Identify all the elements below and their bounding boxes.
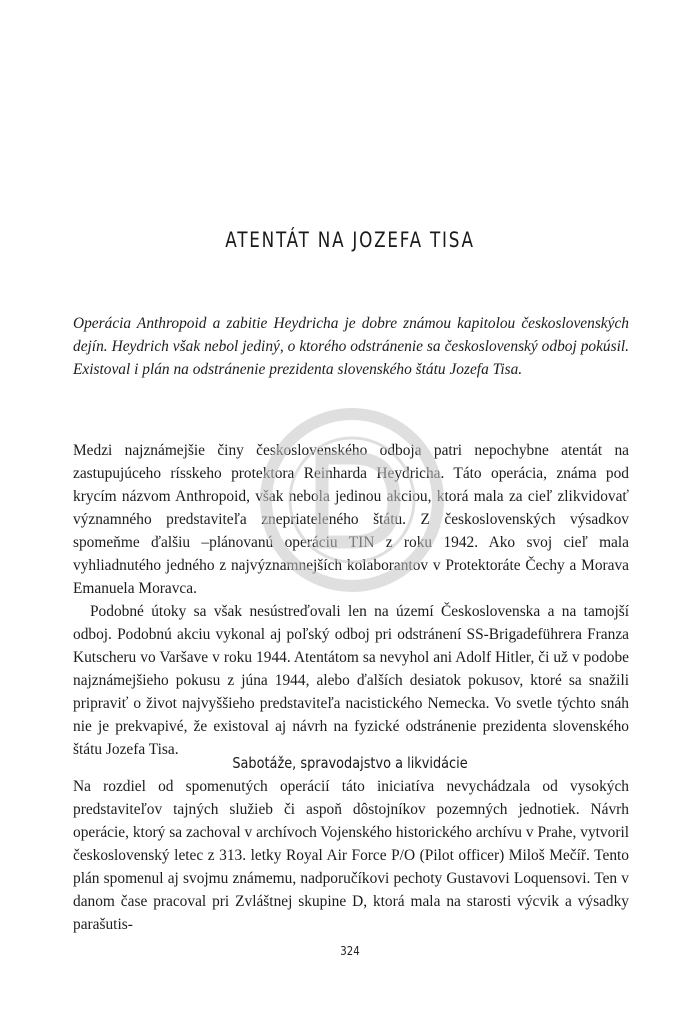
section-body-text xyxy=(73,775,629,936)
page-number: 324 xyxy=(340,944,360,958)
paragraph: Na rozdiel od spomenutých operácií táto iniciatíva nevychádzala od vysokých predstaviteľov tajných služieb či aspoň dôstojníkov pozemných jednotiek. Návrh operácie, ktorý sa zachoval v archívoch Vojenského historického archívu v Prahe, vytvoril československý letec z 313. letky Royal Air Force P/O (Pilot officer) Miloš Mečíř. Tento plán spomenul aj svojmu známemu, nadporučíkovi pechoty Gustavovi Loquensovi. Ten v danom čase pracoval pri Zvláštnej skupine D, ktorá mala na starosti výcvik a výsadky parašutis- xyxy=(73,778,629,933)
paragraph: Podobné útoky sa však nesústreďovali len na území Československa a na tamojší odboj. Podobnú akciu vykonal aj poľský odboj pri odstránení SS-Brigadeführera Franza Kutscheru vo Varšave v roku 1944. Atentátom sa nevyhol ani Adolf Hitler, či už v podobe najznámejšieho pokusu z júna 1944, alebo ďalších desiatok pokusov, ktoré sa snažili pripraviť o život najvyššieho predstaviteľa nacistického Nemecka. Vo svetle týchto snáh nie je prekvapivé, že existoval aj návrh na fyzické odstránenie prezidenta slovenského štátu Jozefa Tisa. xyxy=(73,603,629,758)
publisher-logo-icon xyxy=(252,400,452,600)
chapter-lead: Operácia Anthropoid a zabitie Heydricha je dobre známou kapitolou československých dejín. Heydrich však nebol jediný, o ktorého odstránenie sa československý odboj pokúsil. Existoval i plán na odstránenie prezidenta slovenského štátu Jozefa Tisa. xyxy=(73,315,629,378)
section-heading: Sabotáže, spravodajstvo a likvidácie xyxy=(232,754,468,772)
chapter-title: ATENTÁT NA JOZEFA TISA xyxy=(225,228,475,252)
paragraph: Medzi najznámejšie činy československého odboja patri nepochybne atentát na zastupujúceho rísskeho protektora Reinharda Heydricha. Táto operácia, známa pod krycím názvom Anthropoid, však nebola jedinou akciou, ktorá mala za cieľ zlikvidovať významného predstaviteľa znepriateleného štátu. Z československých výsadkov spomeňme ďalšiu –plánovanú operáciu TIN z roku 1942. Ako svoj cieľ mala vyhliadnutého jedného z najvýznamnejších kolaborantov v Protektoráte Čechy a Morava Emanuela Moravca. xyxy=(73,442,629,597)
